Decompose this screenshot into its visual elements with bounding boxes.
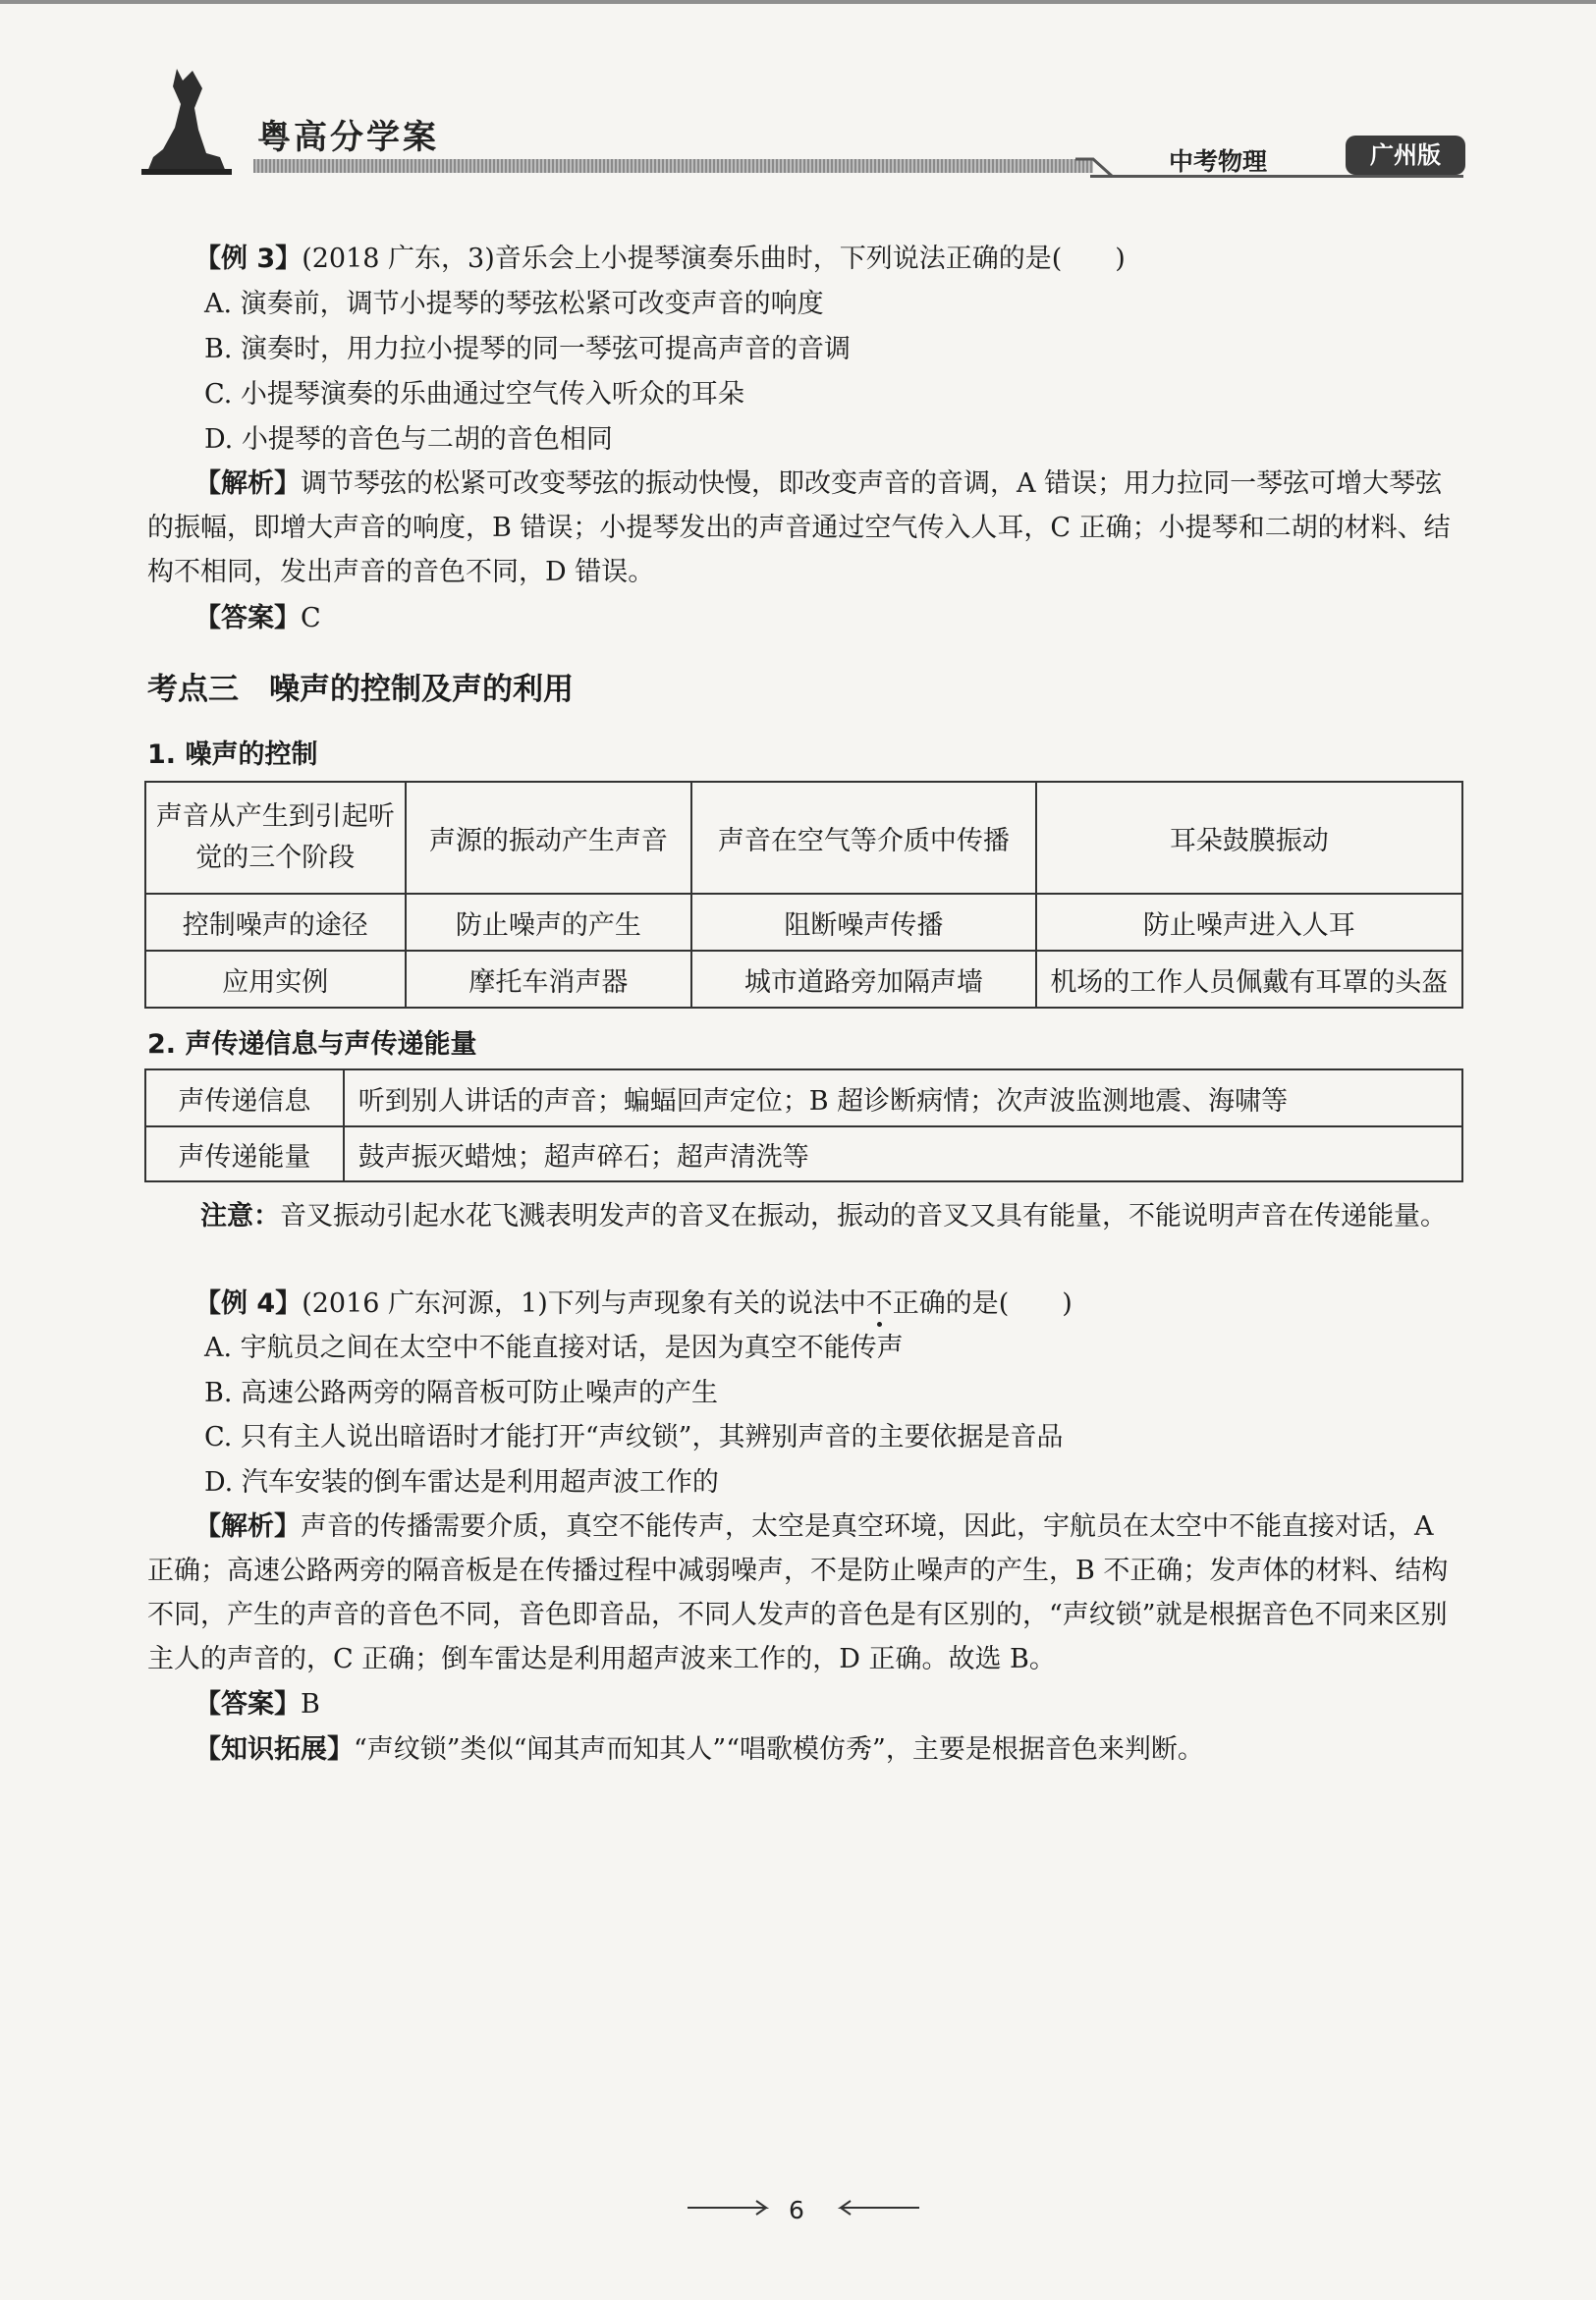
table-cell: 防止噪声的产生 (406, 894, 692, 951)
example4-option-b: B. 高速公路两旁的隔音板可防止噪声的产生 (204, 1378, 719, 1408)
example4-analysis (147, 1505, 1463, 1681)
section-title: 考点三 噪声的控制及声的利用 (147, 672, 574, 707)
example3-option-b: B. 演奏时，用力拉小提琴的同一琴弦可提高声音的音调 (204, 334, 852, 364)
info-energy-table (144, 1068, 1463, 1182)
noise-control-table (144, 781, 1463, 1009)
table-row (145, 951, 1462, 1008)
example3-answer (194, 601, 321, 636)
footer-left-arrow-icon (688, 2198, 782, 2218)
example4-answer-label: 【答案】 (194, 1689, 301, 1720)
example4-label: 【例 4】 (194, 1288, 303, 1319)
note-label: 注意： (200, 1201, 280, 1232)
table-cell: 应用实例 (145, 951, 406, 1008)
note-text: 音叉振动引起水花飞溅表明发声的音叉在振动，振动的音叉又具有能量，不能说明声音在传递能量。 (280, 1201, 1447, 1232)
example3-answer-text: C (301, 603, 321, 633)
example3-option-c: C. 小提琴演奏的乐曲通过空气传入听众的耳朵 (204, 379, 744, 410)
table-cell: 城市道路旁加隔声墙 (691, 951, 1035, 1008)
example3-analysis-text: 调节琴弦的松紧可改变琴弦的振动快慢，即改变声音的音调，A 错误；用力拉同一琴弦可增大琴弦的振幅，即增大声音的响度，B 错误；小提琴发出的声音通过空气传入人耳，C 正确；小提琴和二胡的材料、结构不相同，发出声音的音色不同，D 错误。 (147, 468, 1451, 587)
table-cell: 声传递能量 (145, 1126, 344, 1181)
example4-option-a: A. 宇航员之间在太空中不能直接对话，是因为真空不能传声 (204, 1333, 904, 1363)
table-cell: 声音在空气等介质中传播 (691, 782, 1035, 894)
header-subject: 中考物理 (1169, 147, 1268, 176)
table-cell: 机场的工作人员佩戴有耳罩的头盔 (1036, 951, 1462, 1008)
knowledge-extension-text: “声纹锁”类似“闻其声而知其人”“唱歌模仿秀”，主要是根据音色来判断。 (354, 1734, 1204, 1765)
brand-title: 粤高分学案 (257, 118, 439, 157)
table-cell: 鼓声振灭蜡烛；超声碎石；超声清洗等 (344, 1126, 1462, 1181)
table-cell: 摩托车消声器 (406, 951, 692, 1008)
table-cell: 声传递信息 (145, 1069, 344, 1126)
example4-stem-after: 正确的是( ) (892, 1288, 1073, 1319)
table-cell: 声源的振动产生声音 (406, 782, 692, 894)
example4-analysis-text: 声音的传播需要介质，真空不能传声，太空是真空环境，因此，宇航员在太空中不能直接对话，A 正确；高速公路两旁的隔音板是在传播过程中减弱噪声，不是防止噪声的产生，B 不正确；发声体的材料、结构不同，产生的声音的音色不同，音色即音品，不同人发声的音色是有区别的，“声纹锁”就是根据音色不同来区别主人的声音的，C 正确；倒车雷达是利用超声波来工作的，D 正确。故选 B。 (147, 1511, 1449, 1674)
table-row (145, 894, 1462, 951)
header-rule (1090, 175, 1463, 178)
knowledge-extension (194, 1732, 1204, 1768)
example4-stem (194, 1287, 1073, 1322)
example4-stem-before: (2016 广东河源，1)下列与声现象有关的说法中 (302, 1288, 866, 1319)
footer-right-arrow-icon (825, 2198, 919, 2218)
example4-stem-emphasis: 不 (865, 1288, 893, 1319)
example4-option-d: D. 汽车安装的倒车雷达是利用超声波工作的 (204, 1467, 719, 1498)
header-bar (253, 159, 1093, 173)
example3-option-d: D. 小提琴的音色与二胡的音色相同 (204, 424, 613, 455)
edition-badge: 广州版 (1346, 136, 1465, 175)
example3-stem-text: (2018 广东，3)音乐会上小提琴演奏乐曲时，下列说法正确的是( ) (302, 244, 1126, 274)
table-row (145, 1069, 1462, 1126)
example3-analysis (147, 462, 1463, 594)
table-cell: 控制噪声的途径 (145, 894, 406, 951)
page-number: 6 (789, 2196, 804, 2224)
subsection-info-energy: 2. 声传递信息与声传递能量 (147, 1029, 477, 1060)
table-cell: 听到别人讲话的声音；蝙蝠回声定位；B 超诊断病情；次声波监测地震、海啸等 (344, 1069, 1462, 1126)
example4-analysis-label: 【解析】 (194, 1511, 301, 1542)
example3-label: 【例 3】 (194, 244, 303, 274)
example4-answer (194, 1687, 320, 1723)
table-row (145, 782, 1462, 894)
example3-answer-label: 【答案】 (194, 603, 301, 633)
table-cell: 耳朵鼓膜振动 (1036, 782, 1462, 894)
example3-analysis-label: 【解析】 (194, 468, 301, 499)
table-cell: 防止噪声进入人耳 (1036, 894, 1462, 951)
knowledge-extension-label: 【知识拓展】 (194, 1734, 354, 1765)
table-cell: 声音从产生到引起听觉的三个阶段 (145, 782, 406, 894)
table-cell: 阻断噪声传播 (691, 894, 1035, 951)
example3-stem (194, 242, 1126, 277)
example4-option-c: C. 只有主人说出暗语时才能打开“声纹锁”，其辨别声音的主要依据是音品 (204, 1422, 1064, 1452)
example4-answer-text: B (301, 1689, 320, 1720)
note (147, 1194, 1463, 1238)
table-row (145, 1126, 1462, 1181)
top-edge (0, 0, 1596, 4)
subsection-noise-control: 1. 噪声的控制 (147, 739, 318, 770)
example3-option-a: A. 演奏前，调节小提琴的琴弦松紧可改变声音的响度 (204, 289, 824, 319)
statue-logo-icon (138, 59, 236, 177)
